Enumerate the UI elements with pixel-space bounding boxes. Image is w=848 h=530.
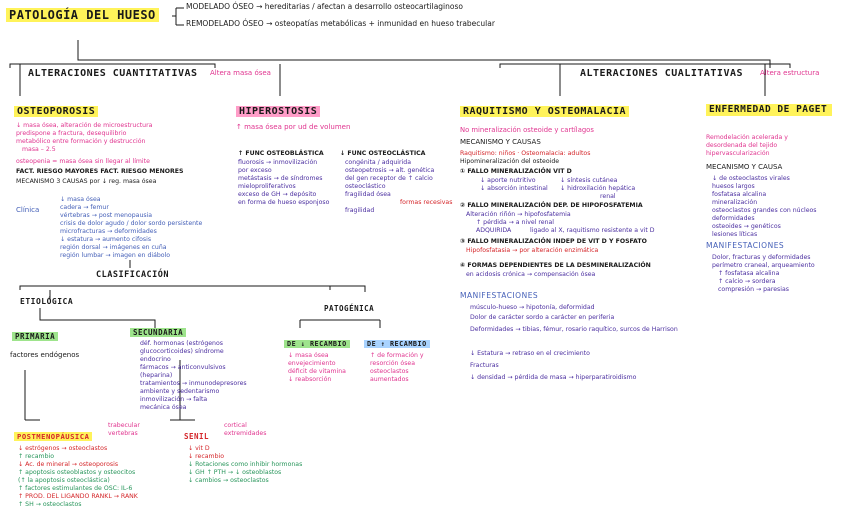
senil-item-0: ↓ vit D (188, 445, 210, 452)
raquitismo-mecanismo: MECANISMO Y CAUSAS (460, 138, 541, 146)
causa-1-item-0: ↓ aporte nutritivo (480, 177, 536, 184)
remodelado-text: REMODELADO ÓSEO → osteopatías metabólicas + inmunidad en hueso trabecular (186, 19, 495, 28)
osteoclastica-item-2: del gen receptor de ↑ calcio (345, 175, 433, 182)
post-item-0: ↓ estrógenos → osteoclastos (18, 445, 108, 452)
osteoclastica-item-4: fragilidad ósea (345, 191, 391, 198)
causa-1-item-1: ↓ absorción intestinal (480, 185, 548, 192)
clinica-item-6: región dorsal → imágenes en cuña (60, 244, 167, 251)
secundaria-item-0: déf. hormonas (estrógenos (140, 340, 223, 347)
factores-riesgo: FACT. RIESGO MAYORES FACT. RIESGO MENORES (16, 168, 184, 175)
osteoblastica-item-2: metástasis → de síndromes (238, 175, 323, 182)
cuantitativas-heading: ALTERACIONES CUANTITATIVAS (28, 68, 198, 79)
page-title: PATOLOGÍA DEL HUESO (6, 8, 159, 22)
clinica-item-4: microfracturas → deformidades (60, 228, 157, 235)
raquitismo-manifestaciones: MANIFESTACIONES (460, 291, 539, 300)
manifest-item-4: Fracturas (470, 362, 499, 369)
senil-note-0: cortical (224, 422, 247, 429)
post-note-0: trabecular (108, 422, 140, 429)
secundaria-item-1: glucocorticoides) síndrome (140, 348, 224, 355)
post-note-1: vertebras (108, 430, 138, 437)
modelado-text: MODELADO ÓSEO → hereditarias / afectan a desarrollo osteocartilaginoso (186, 2, 463, 11)
causa-2-item-3: ligado al X, raquitismo resistente a vit D (530, 227, 655, 234)
osteoblastica-item-4: exceso de GH → depósito (238, 191, 317, 198)
clinica-item-0: ↓ masa ósea (60, 196, 101, 203)
clinica-label: Clínica (16, 206, 40, 214)
paget-man-item-4: compresión → paresias (718, 286, 790, 293)
senil-item-1: ↓ recambio (188, 453, 225, 460)
raquitismo-def-1: Raquitismo: niños · Osteomalacia: adultos (460, 150, 591, 157)
post-item-2: ↓ Ac. de mineral → osteoporosis (18, 461, 119, 468)
paget-mech-item-5: deformidades (712, 215, 755, 222)
secundaria-item-8: mecánica ósea (140, 404, 187, 411)
paget-desc-1: desordenada del tejido (706, 142, 778, 149)
senil-title: SENIL (184, 432, 210, 441)
causa-4: ④ FORMAS DEPENDIENTES DE LA DESMINERALIZACIÓN (460, 262, 651, 269)
osteoblastica-item-1: por exceso (238, 167, 272, 174)
post-item-6: ↑ PROD. DEL LIGANDO RANKL → RANK (18, 493, 138, 500)
post-item-7: ↑ SH → osteoclastos (18, 501, 82, 508)
clinica-item-1: cadera → femur (60, 204, 109, 211)
post-item-3: ↑ apoptosis osteoblastos y osteocitos (18, 469, 136, 476)
manifest-item-1: Dolor de carácter sordo a carácter en periferia (470, 314, 615, 321)
secundaria-item-2: endocrino (140, 356, 171, 363)
cuantitativas-note: Altera masa ósea (210, 69, 271, 77)
manifest-item-2: Deformidades → tibias, fémur, rosario raquítico, surcos de Harrison (470, 326, 678, 333)
func-osteoclastica-title: ↓ FUNC OSTEOCLÁSTICA (340, 150, 426, 157)
secundaria-title: SECUNDARIA (130, 328, 186, 337)
alto-item-2: osteoclastos (370, 368, 409, 375)
bajo-recambio-title: DE ↓ RECAMBIO (284, 340, 350, 348)
osteoblastica-item-3: mieloproliferativos (238, 183, 296, 190)
causa-4-item-0: en acidosis crónica → compensación ósea (466, 271, 596, 278)
paget-mech-item-1: huesos largos (712, 183, 755, 190)
causa-2-item-0: Alteración riñón → hipofosfatemia (466, 211, 571, 218)
causa-1: ① FALLO MINERALIZACIÓN VIT D (460, 168, 572, 175)
osteoclastica-item-0: congénita / adquirida (345, 159, 411, 166)
secundaria-item-3: fármacos → anticonvulsivos (140, 364, 226, 371)
paget-desc-2: hipervascularización (706, 150, 770, 157)
post-item-4: (↑ la apoptosis osteoclástica) (18, 477, 110, 484)
clinica-item-7: región lumbar → imagen en diábolo (60, 252, 171, 259)
bajo-item-2: déficit de vitamina (288, 368, 346, 375)
postmenopausica-title: POSTMENOPÁUSICA (14, 432, 92, 441)
raquitismo-desc: No mineralización osteoide y cartílagos (460, 126, 594, 134)
paget-mecanismo: MECANISMO Y CAUSA (706, 163, 783, 171)
raquitismo-title: RAQUITISMO Y OSTEOMALACIA (460, 106, 629, 117)
osteoclastica-item-3: osteoclástico (345, 183, 386, 190)
clinica-item-2: vértebras → post menopausia (60, 212, 153, 219)
secundaria-item-6: ambiente y sedentarismo (140, 388, 220, 395)
causa-3-item-0: Hipofosfatasia → por alteración enzimática (466, 247, 599, 254)
paget-man-item-2: ↑ fosfatasa alcalina (718, 270, 780, 277)
causa-2-item-2: ADQUIRIDA (476, 227, 512, 234)
causa-3: ③ FALLO MINERALIZACIÓN INDEP DE VIT D Y FOSFATO (460, 238, 647, 245)
senil-item-3: ↓ GH ↑ PTH → ↓ osteoblastos (188, 469, 282, 476)
osteoporosis-desc-0: ↓ masa ósea, alteración de microestructura (16, 122, 153, 129)
paget-man-item-1: perímetro craneal, arqueamiento (712, 262, 815, 269)
osteoblastica-item-5: en forma de hueso esponjoso (238, 199, 330, 206)
senil-item-4: ↓ cambios → osteoclastos (188, 477, 269, 484)
causa-2: ② FALLO MINERALIZACIÓN DEP. DE HIPOFOSFATEMIA (460, 202, 643, 209)
bajo-item-0: ↓ masa ósea (288, 352, 329, 359)
paget-mech-item-7: lesiones líticas (712, 231, 758, 238)
senil-note-1: extremidades (224, 430, 267, 437)
post-item-5: ↑ factores estimulantes de OSC: IL-6 (18, 485, 133, 492)
osteopenia-line: osteopenia = masa ósea sin llegar al límite (16, 158, 150, 165)
osteoporosis-title: OSTEOPOROSIS (14, 106, 98, 117)
causa-1-item-3: ↓ hidroxilación hepática (560, 185, 636, 192)
osteoclastica-item-6: fragilidad (345, 207, 375, 214)
func-osteoblastica-title: ↑ FUNC OSTEOBLÁSTICA (238, 150, 324, 157)
osteoblastica-item-0: fluorosis → inmovilización (238, 159, 318, 166)
osteoporosis-desc-3: masa – 2.5 (22, 146, 56, 153)
clinica-item-5: ↓ estatura → aumento cifosis (60, 236, 152, 243)
paget-mech-item-4: osteoclastos grandes con núcleos (712, 207, 817, 214)
secundaria-item-5: tratamientos → inmunodepresores (140, 380, 247, 387)
paget-man-item-0: Dolor, fracturas y deformidades (712, 254, 811, 261)
manifest-item-5: ↓ densidad → pérdida de masa → hiperparatiroidismo (470, 374, 637, 381)
alto-item-0: ↑ de formación y (370, 352, 424, 359)
paget-mech-item-6: osteoides → genéticos (712, 223, 781, 230)
causa-1-item-4: renal (600, 193, 616, 200)
osteoporosis-desc-2: metabólico entre formación y destrucción (16, 138, 146, 145)
senil-item-2: ↓ Rotaciones como inhibir hormonas (188, 461, 303, 468)
paget-mech-item-3: mineralización (712, 199, 758, 206)
hiperostosis-desc: ↑ masa ósea por ud de volumen (236, 123, 351, 131)
bajo-item-1: envejecimiento (288, 360, 336, 367)
cualitativas-heading: ALTERACIONES CUALITATIVAS (580, 68, 744, 79)
paget-title: ENFERMEDAD DE PAGET (706, 104, 832, 116)
hiperostosis-title: HIPEROSTOSIS (236, 106, 320, 117)
post-item-1: ↑ recambio (18, 453, 55, 460)
raquitismo-def-2: Hipomineralización del osteoide (460, 158, 560, 165)
osteoclastica-item-1: osteopetrosis → alt. genética (345, 167, 435, 174)
alto-item-1: resorción ósea (370, 360, 416, 367)
bajo-item-3: ↓ reabsorción (288, 376, 332, 383)
clinica-item-3: crisis de dolor agudo / dolor sordo persistente (60, 220, 203, 227)
manifest-item-0: músculo-hueso → hipotonía, deformidad (470, 304, 595, 311)
patogenica-label: PATOGÉNICA (324, 304, 375, 313)
etiologica-label: ETIOLÓGICA (20, 297, 74, 306)
osteoporosis-desc-1: predispone a fractura, desequilibrio (16, 130, 127, 137)
primaria-title: PRIMARIA (12, 332, 58, 341)
clasificacion-title: CLASIFICACIÓN (96, 270, 170, 280)
osteoclastica-item-5: formas recesivas (400, 199, 453, 206)
causa-1-item-2: ↓ síntesis cutánea (560, 177, 618, 184)
osteoporosis-mecanismo: MECANISMO 3 CAUSAS por ↓ reg. masa ósea (16, 178, 157, 185)
paget-mech-item-2: fosfatasa alcalina (712, 191, 767, 198)
paget-manifestaciones: MANIFESTACIONES (706, 241, 785, 250)
primaria-item-0: factores endógenos (10, 351, 80, 359)
causa-2-item-1: ↑ pérdida → a nivel renal (476, 219, 555, 226)
manifest-item-3: ↓ Estatura → retraso en el crecimiento (470, 350, 590, 357)
paget-mech-item-0: ↓ de osteoclastos virales (712, 175, 790, 182)
secundaria-item-7: inmovilización → falta (140, 396, 208, 403)
paget-man-item-3: ↑ calcio → sordera (718, 278, 776, 285)
alto-recambio-title: DE ↑ RECAMBIO (364, 340, 430, 348)
alto-item-3: aumentados (370, 376, 409, 383)
secundaria-item-4: (heparina) (140, 372, 173, 379)
paget-desc-0: Remodelación acelerada y (706, 134, 788, 141)
cualitativas-note: Altera estructura (760, 69, 820, 77)
